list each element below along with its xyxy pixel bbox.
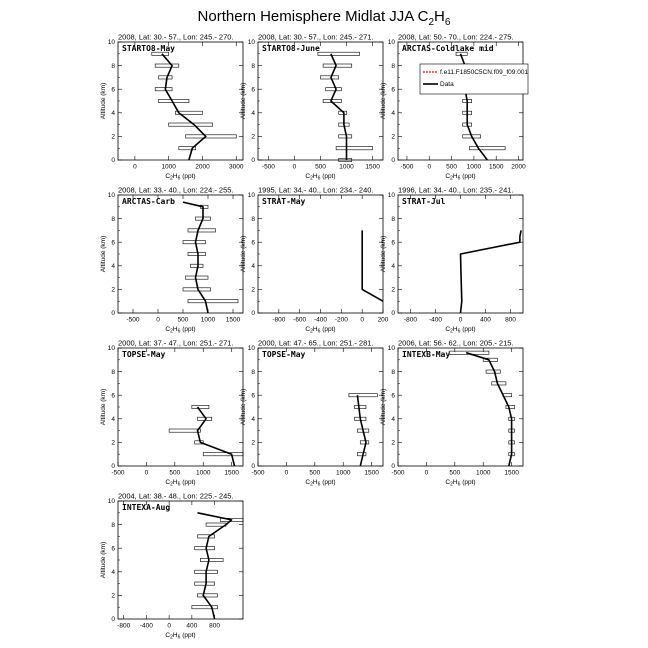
panel-7-xtick-label: -500 [111,469,125,477]
panel-8-ytick-label: 10 [247,345,255,353]
panel-5-label: STRAT-May [262,197,306,206]
panel-9-ytick-label: 8 [391,368,395,376]
panel-8-label: TOPSE-May [262,350,306,359]
panel-2-ytick-label: 2 [251,133,255,141]
panel-3-ylabel: Altitude (km) [380,82,387,120]
panel-6-xtick-label: 0 [458,316,463,324]
legend-model-label: f.e11.F1850C5CN.f09_f09.001 [440,69,529,77]
panel-2-range-box [321,76,339,79]
panel-10-ylabel: Altitude (km) [100,541,107,579]
panel-3-xlabel: $C_2H_6$ (ppt) [445,173,476,182]
legend-data-label: Data [440,81,454,89]
panel-4-xlabel: $C_2H_6$ (ppt) [165,326,196,335]
panel-8-ytick-label: 8 [251,368,255,376]
panel-5-xtick-label: -400 [313,316,328,324]
panel-10-ytick-label: 8 [111,521,115,529]
panel-1-xtick-label: 2000 [195,163,210,171]
panel-5-ytick-label: 6 [251,239,255,247]
panel-5-frame [258,195,383,313]
panel-1-ytick-label: 0 [111,157,115,165]
panel-7-xtick-label: 1000 [195,469,211,477]
panel-4-ylabel: Altitude (km) [100,235,107,273]
panel-4-range-box [188,300,238,303]
panel-1-ytick-label: 10 [107,39,115,47]
panel-8-ytick-label: 4 [251,416,255,423]
panel-5-ylabel: Altitude (km) [240,235,247,273]
panel-2-label: STARTO8-June [262,44,320,53]
panel-3-ytick-label: 8 [391,62,395,70]
panel-9-xlabel: $C_2H_6$ (ppt) [445,479,476,488]
panel-7-ytick-label: 10 [107,345,115,353]
panel-6-ytick-label: 0 [391,310,395,318]
panel-7-ylabel: Altitude (km) [100,388,107,426]
panel-7-xtick-label: 500 [169,469,181,477]
panel-1-xlabel: $C_2H_6$ (ppt) [165,173,196,182]
panel-1-ytick-label: 2 [111,133,115,141]
panel-8-xtick-label: -500 [251,469,265,477]
panel-7-title: 2000, Lat: 37.- 47., Lon: 251.- 271. [118,338,234,348]
panel-10-xlabel: $C_2H_6$ (ppt) [165,632,196,641]
panel-4-ytick-label: 10 [107,192,115,200]
panel-3-ytick-label: 0 [391,157,395,165]
panel-1-xtick-label: 3000 [229,163,244,171]
panel-6-label: STRAT-Jul [402,197,446,206]
panel-2-ytick-label: 6 [251,86,255,94]
panel-9-ylabel: Altitude (km) [380,388,387,426]
panel-4-range-box [188,252,206,255]
panel-7-range-box [192,405,209,408]
panel-7-ytick-label: 0 [111,463,115,471]
panel-4-ytick-label: 2 [111,286,115,294]
panel-4-range-box [183,288,211,291]
panel-2-xtick-label: -500 [261,163,275,171]
panel-7-range-box [203,453,243,456]
panel-8-ytick-label: 2 [251,439,255,447]
panel-9-xtick-label: 500 [449,469,461,477]
panel-8-range-box [360,441,369,444]
panel-9-xtick-label: 1500 [504,469,519,477]
panel-6-ytick-label: 2 [391,286,395,294]
panel-1-range-box [155,88,172,91]
panel-7-data-line [198,407,235,466]
panel-10-range-box [198,594,218,597]
panel-1-xtick-label: 1000 [161,163,176,171]
panel-8-range-box [349,394,377,397]
panel-9-range-box [486,370,500,373]
panel-9-frame [398,348,523,466]
panel-1-ytick-label: 6 [111,86,115,94]
panel-1-data-line [162,54,206,160]
panel-3-xtick-label: 2000 [511,163,526,171]
panel-1-range-box [169,123,213,126]
panel-9-title: 2006, Lat: 56.- 62., Lon: 205.- 215. [398,338,514,348]
panel-1-range-box [186,135,237,138]
panel-9-xtick-label: -500 [391,469,405,477]
panel-2-xtick-label: 1500 [365,163,380,171]
panel-2-xtick-label: 500 [315,163,326,171]
panel-4-range-box [191,264,204,267]
panel-5-ytick-label: 8 [251,215,255,223]
panel-10-ytick-label: 2 [111,592,115,600]
panel-7-ytick-label: 6 [111,392,115,400]
panel-9-xtick-label: 0 [424,469,429,477]
title-sub1: 2 [428,17,435,28]
panel-9-ytick-label: 2 [391,439,395,447]
panel-10-data-line [198,513,232,619]
panel-8-range-box [357,453,366,456]
panel-10-label: INTEXA-Aug [122,503,171,512]
panel-1-ytick-label: 4 [111,110,115,117]
panel-8-xtick-label: 1500 [364,469,379,477]
panel-8-xtick-label: 1000 [335,469,351,477]
panel-7-range-box [169,429,200,432]
panel-5-xlabel: $C_2H_6$ (ppt) [305,326,336,335]
panel-2-frame [258,42,383,160]
panel-6-title: 1996, Lat: 34.- 40., Lon: 235.- 241. [398,185,514,195]
panel-4-xtick-label: -500 [126,316,140,324]
panel-6-ytick-label: 4 [391,263,395,270]
panel-4-range-box [183,241,206,244]
panel-6-data-line [461,230,522,313]
title-prefix: Northern Hemisphere Midlat JJA C [197,8,429,25]
panel-10-range-box [200,558,223,561]
panel-3-range-box [469,147,505,150]
panel-6-xtick-label: 800 [505,316,516,324]
title-sub2: 6 [444,17,451,28]
panel-10-xtick-label: -800 [117,622,131,630]
panel-4-ytick-label: 4 [111,263,115,270]
panel-3-ytick-label: 4 [391,110,395,117]
panel-1-range-box [155,64,179,67]
panel-2-ytick-label: 0 [251,157,255,165]
panel-3-xtick-label: 1000 [466,163,482,171]
panel-8-xtick-label: 500 [309,469,321,477]
panel-3-ytick-label: 10 [387,39,395,47]
panel-10-ytick-label: 6 [111,545,115,553]
panel-4-label: ARCTAS-Carb [122,197,175,206]
panel-1-ylabel: Altitude (km) [100,82,107,120]
panel-8-ytick-label: 6 [251,392,255,400]
panel-4-frame [118,195,243,313]
panel-10-range-box [198,535,215,538]
panel-1-label: STARTO8-May [122,44,175,53]
panel-7-ytick-label: 4 [111,416,115,423]
title-mid: H [434,8,445,25]
panel-2-range-box [326,88,342,91]
panel-2-range-box [339,135,352,138]
panel-3-label: ARCTAS-Coldlake mid [402,44,494,53]
panel-4-xtick-label: 1500 [225,316,241,324]
panel-1-range-box [159,76,173,79]
panel-9-ytick-label: 10 [387,345,395,353]
panel-7-ytick-label: 2 [111,439,115,447]
panel-10-ytick-label: 10 [107,498,115,506]
panel-9-xtick-label: 1000 [475,469,491,477]
panel-8-ylabel: Altitude (km) [240,388,247,426]
panel-8-xtick-label: 0 [284,469,289,477]
panel-5-xtick-label: -600 [293,316,307,324]
panel-2-range-box [318,52,360,55]
panel-1-xtick-label: 0 [133,163,137,171]
panel-7-xtick-label: 1500 [224,469,239,477]
panel-3-xtick-label: 0 [427,163,432,171]
panel-2-xtick-label: 1000 [339,163,354,171]
panel-5-xtick-label: 200 [377,316,389,324]
panel-4-title: 2008, Lat: 33.- 40., Lon: 224.- 255. [118,185,234,195]
panel-8-xlabel: $C_2H_6$ (ppt) [305,479,336,488]
panel-2-ylabel: Altitude (km) [240,82,247,120]
panel-3-title: 2008, Lat: 50.- 70., Lon: 224.- 275. [398,32,514,42]
panel-8-data-line [357,395,366,466]
panel-10-xtick-label: 400 [186,622,198,630]
panel-6-xtick-label: 400 [480,316,491,324]
panel-9-ytick-label: 6 [391,392,395,400]
panel-2-xlabel: $C_2H_6$ (ppt) [305,173,336,182]
panel-7-label: TOPSE-May [122,350,166,359]
panel-3-ytick-label: 2 [391,133,395,141]
panel-5-ytick-label: 4 [251,263,255,270]
panel-8-title: 2000, Lat: 47.- 65., Lon: 251.- 281. [258,338,374,348]
panel-6-xtick-label: -800 [403,316,418,324]
panel-6-ytick-label: 10 [387,192,395,200]
panel-5-ytick-label: 10 [247,192,255,200]
panel-6-ytick-label: 8 [391,215,395,223]
panel-9-ytick-label: 0 [391,463,395,471]
panel-7-xlabel: $C_2H_6$ (ppt) [165,479,196,488]
panel-8-ytick-label: 0 [251,463,255,471]
panel-1-range-box [159,99,189,102]
panel-4-xtick-label: 500 [177,316,189,324]
panel-2-ytick-label: 10 [247,39,255,47]
panel-10-ytick-label: 0 [111,616,115,624]
panel-4-ytick-label: 6 [111,239,115,247]
panel-9-range-box [506,405,515,408]
panel-5-ytick-label: 2 [251,286,255,294]
panel-8-range-box [355,405,366,408]
panel-9-data-line [466,353,511,466]
panel-10-range-box [195,582,215,585]
panel-3-xtick-label: 500 [446,163,458,171]
panel-6-xtick-label: -400 [428,316,443,324]
panel-10-xtick-label: 0 [167,622,171,630]
panel-4-xtick-label: 0 [156,316,160,324]
panel-2-ytick-label: 4 [251,110,255,117]
panel-7-ytick-label: 8 [111,368,115,376]
panel-10-ytick-label: 4 [111,569,115,576]
panel-2-xtick-label: 0 [292,163,297,171]
panel-9-ytick-label: 4 [391,416,395,423]
panel-2-range-box [336,147,372,150]
panel-5-xtick-label: 0 [360,316,364,324]
panel-10-xtick-label: 800 [209,622,221,630]
panel-6-ylabel: Altitude (km) [380,235,387,273]
panel-4-xtick-label: 1000 [200,316,216,324]
panel-5-xtick-label: -800 [272,316,286,324]
panel-3-xtick-label: -500 [400,163,414,171]
panel-3-xtick-label: 1500 [488,163,504,171]
panel-9-label: INTEXB-May [402,350,451,359]
panel-4-range-box [186,276,209,279]
panel-5-ytick-label: 0 [251,310,255,318]
panel-6-ytick-label: 6 [391,239,395,247]
panel-5-xtick-label: -200 [334,316,348,324]
panel-4-ytick-label: 0 [111,310,115,318]
panel-2-data-line [331,54,347,160]
panel-1-ytick-label: 8 [111,62,115,70]
panel-9-range-box [492,382,506,385]
panel-1-frame [118,42,243,160]
panel-1-title: 2008, Lat: 30.- 57., Lon: 245.- 270. [118,32,234,42]
panel-10-xtick-label: -400 [139,622,153,630]
panel-4-ytick-label: 8 [111,215,115,223]
panel-3-frame [398,42,523,160]
panel-3-ytick-label: 6 [391,86,395,94]
panel-10-title: 2004, Lat: 38.- 48., Lon: 225.- 245. [118,491,234,501]
panel-2-range-box [323,64,352,67]
panel-4-range-box [188,229,216,232]
panel-5-title: 1995, Lat: 34.- 40., Lon: 234.- 240. [258,185,374,195]
panel-2-title: 2008, Lat: 30.- 57., Lon: 245.- 271. [258,32,374,42]
panel-7-xtick-label: 0 [144,469,149,477]
panel-10-range-box [192,606,218,609]
panel-7-frame [118,348,243,466]
panel-10-range-box [195,547,215,550]
panel-2-ytick-label: 8 [251,62,255,70]
panel-6-xlabel: $C_2H_6$ (ppt) [445,326,476,335]
